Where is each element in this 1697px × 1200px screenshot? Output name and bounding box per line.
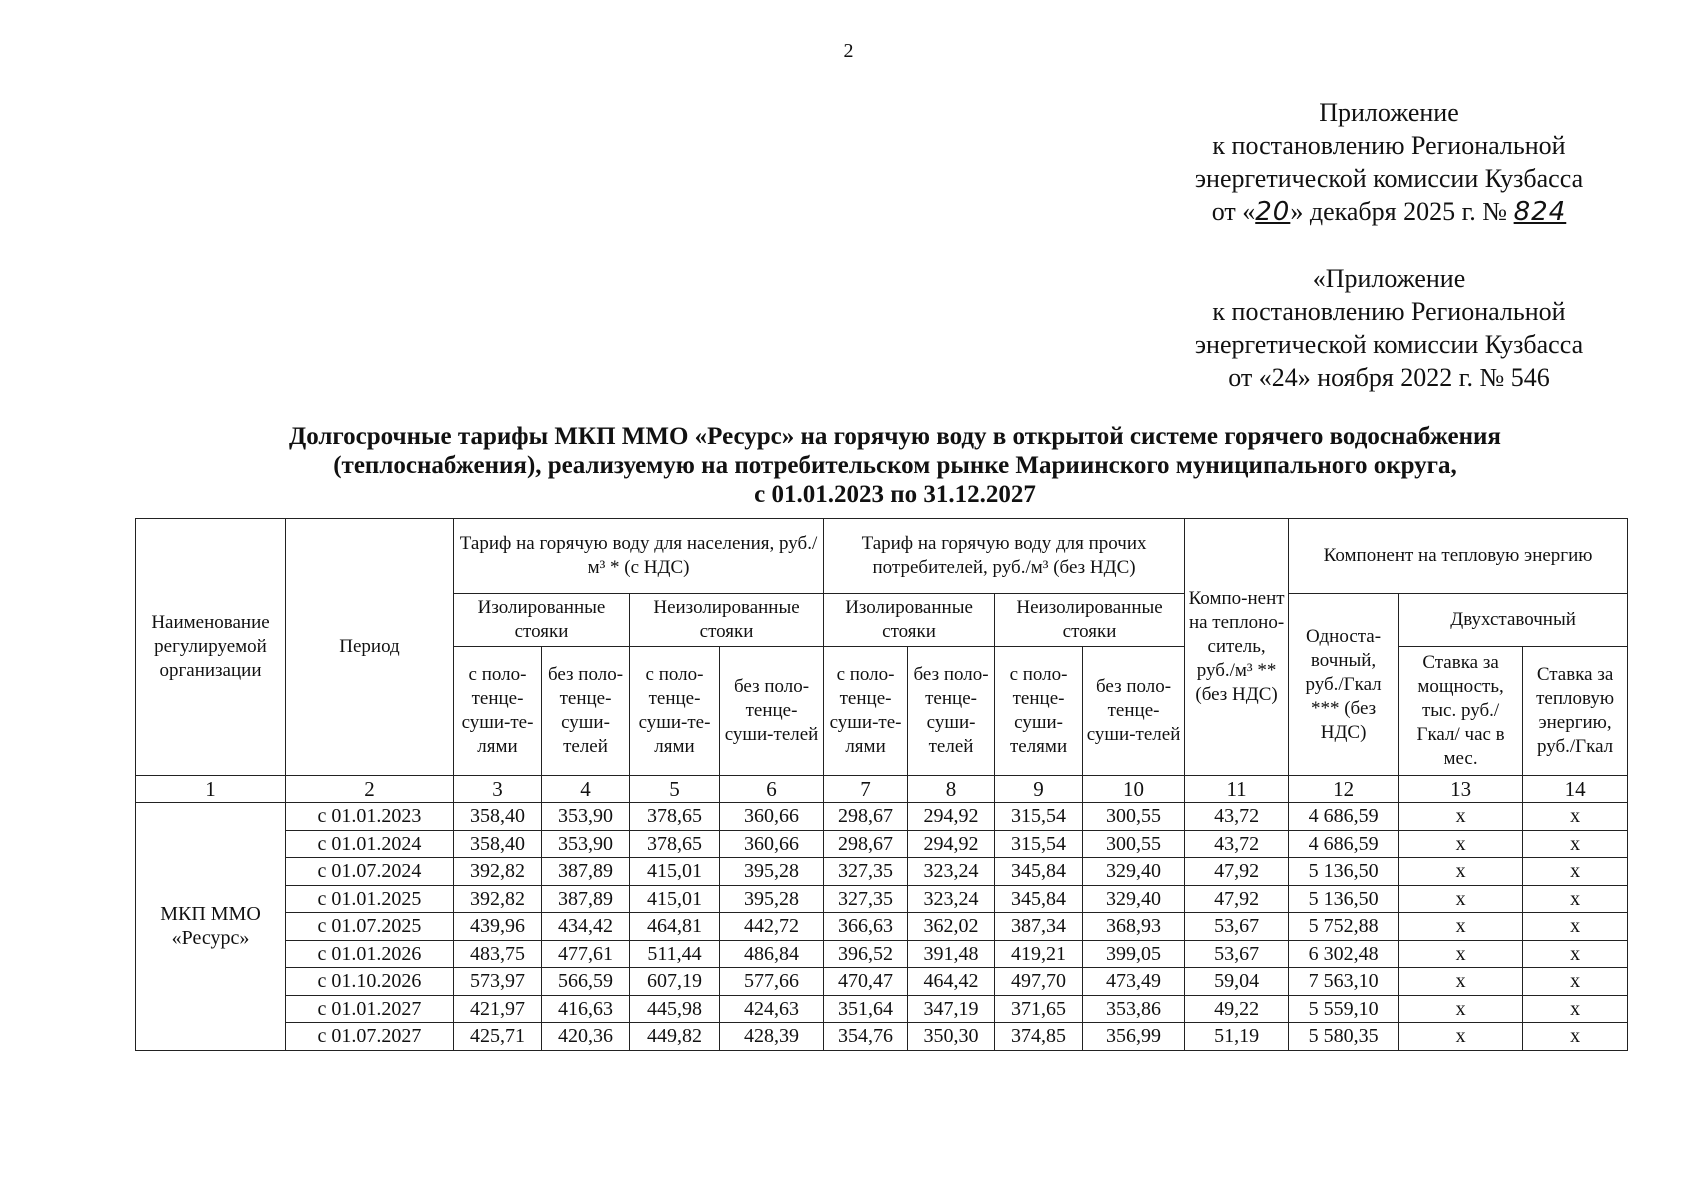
- column-number: 4: [542, 776, 630, 803]
- header-with-towel: с поло-тенце-суши-те-лями: [454, 647, 542, 776]
- value-cell: 47,92: [1185, 858, 1289, 886]
- tariff-table: [135, 518, 1628, 1051]
- page-number: 2: [843, 40, 854, 62]
- value-cell: 371,65: [995, 995, 1083, 1023]
- value-cell: х: [1399, 803, 1523, 831]
- value-cell: 428,39: [720, 1023, 824, 1051]
- header-two-rate: Двухставочный: [1399, 594, 1628, 647]
- value-cell: 424,63: [720, 995, 824, 1023]
- value-cell: 470,47: [824, 968, 908, 996]
- period-cell: с 01.01.2023: [286, 803, 454, 831]
- value-cell: 486,84: [720, 940, 824, 968]
- value-cell: 358,40: [454, 830, 542, 858]
- header-with-towel: с поло-тенце-суши-те-лями: [824, 647, 908, 776]
- period-cell: с 01.10.2026: [286, 968, 454, 996]
- value-cell: 607,19: [630, 968, 720, 996]
- header-single-rate: Односта-вочный, руб./Гкал *** (без НДС): [1289, 594, 1399, 776]
- value-cell: 5 559,10: [1289, 995, 1399, 1023]
- table-row: [136, 913, 1628, 941]
- value-cell: 473,49: [1083, 968, 1185, 996]
- value-cell: 4 686,59: [1289, 830, 1399, 858]
- value-cell: 573,97: [454, 968, 542, 996]
- value-cell: 378,65: [630, 830, 720, 858]
- value-cell: 360,66: [720, 830, 824, 858]
- column-number: 3: [454, 776, 542, 803]
- value-cell: 360,66: [720, 803, 824, 831]
- column-number: 12: [1289, 776, 1399, 803]
- value-cell: 442,72: [720, 913, 824, 941]
- value-cell: х: [1523, 940, 1628, 968]
- period-cell: с 01.01.2026: [286, 940, 454, 968]
- appendix-date-line: от «24» ноября 2022 г. № 546: [1228, 363, 1550, 392]
- table-row: [136, 968, 1628, 996]
- value-cell: 347,19: [908, 995, 995, 1023]
- value-cell: 419,21: [995, 940, 1083, 968]
- header-without-towel: без поло-тенце-суши-телей: [1083, 647, 1185, 776]
- appendix-current: [1169, 96, 1609, 229]
- value-cell: х: [1399, 830, 1523, 858]
- column-number: 6: [720, 776, 824, 803]
- value-cell: 351,64: [824, 995, 908, 1023]
- period-cell: с 01.01.2027: [286, 995, 454, 1023]
- value-cell: х: [1399, 968, 1523, 996]
- header-non-isolated: Неизолированные стояки: [630, 594, 824, 647]
- value-cell: х: [1399, 940, 1523, 968]
- table-row: [136, 803, 1628, 831]
- value-cell: 566,59: [542, 968, 630, 996]
- organization-name: МКП ММО «Ресурс»: [136, 803, 286, 1051]
- value-cell: 323,24: [908, 858, 995, 886]
- value-cell: х: [1523, 858, 1628, 886]
- value-cell: 368,93: [1083, 913, 1185, 941]
- value-cell: 395,28: [720, 858, 824, 886]
- value-cell: 350,30: [908, 1023, 995, 1051]
- value-cell: 6 302,48: [1289, 940, 1399, 968]
- value-cell: х: [1399, 858, 1523, 886]
- value-cell: 329,40: [1083, 858, 1185, 886]
- header-energy-rate: Ставка за тепловую энергию, руб./Гкал: [1523, 647, 1628, 776]
- title-line: (теплоснабжения), реализуемую на потребительском рынке Мариинского муниципального округа,: [333, 452, 1457, 479]
- header-population: Тариф на горячую воду для населения, руб./м³ * (с НДС): [454, 519, 824, 594]
- value-cell: 43,72: [1185, 830, 1289, 858]
- value-cell: 345,84: [995, 885, 1083, 913]
- value-cell: 421,97: [454, 995, 542, 1023]
- appendix-date-line: [1169, 195, 1609, 229]
- value-cell: 345,84: [995, 858, 1083, 886]
- value-cell: 353,90: [542, 803, 630, 831]
- value-cell: 315,54: [995, 803, 1083, 831]
- column-number: 13: [1399, 776, 1523, 803]
- table-row: [136, 940, 1628, 968]
- value-cell: 298,67: [824, 803, 908, 831]
- value-cell: 43,72: [1185, 803, 1289, 831]
- header-others: Тариф на горячую воду для прочих потребителей, руб./м³ (без НДС): [824, 519, 1185, 594]
- value-cell: 464,42: [908, 968, 995, 996]
- value-cell: 300,55: [1083, 803, 1185, 831]
- value-cell: 396,52: [824, 940, 908, 968]
- value-cell: 323,24: [908, 885, 995, 913]
- header-capacity-rate: Ставка за мощность, тыс. руб./ Гкал/ час в мес.: [1399, 647, 1523, 776]
- column-number: 11: [1185, 776, 1289, 803]
- value-cell: 464,81: [630, 913, 720, 941]
- header-isolated: Изолированные стояки: [824, 594, 995, 647]
- value-cell: 392,82: [454, 858, 542, 886]
- value-cell: 387,89: [542, 858, 630, 886]
- table-row: [136, 830, 1628, 858]
- value-cell: 395,28: [720, 885, 824, 913]
- value-cell: 47,92: [1185, 885, 1289, 913]
- column-number-row: [136, 776, 1628, 803]
- document-title: [130, 422, 1660, 509]
- column-number: 14: [1523, 776, 1628, 803]
- value-cell: х: [1399, 913, 1523, 941]
- value-cell: х: [1523, 885, 1628, 913]
- date-rest: » декабря 2025 г. №: [1290, 197, 1508, 226]
- value-cell: 378,65: [630, 803, 720, 831]
- date-prefix: от «: [1211, 197, 1256, 226]
- header-without-towel: без поло-тенце-суши-телей: [720, 647, 824, 776]
- value-cell: х: [1523, 995, 1628, 1023]
- value-cell: 5 580,35: [1289, 1023, 1399, 1051]
- header-org: Наименование регулируемой организации: [136, 519, 286, 776]
- value-cell: 439,96: [454, 913, 542, 941]
- header-non-isolated: Неизолированные стояки: [995, 594, 1185, 647]
- table-row: [136, 885, 1628, 913]
- value-cell: 511,44: [630, 940, 720, 968]
- header-carrier: Компо-нент на теплоно-ситель, руб./м³ ** (без НДС): [1185, 519, 1289, 776]
- value-cell: 362,02: [908, 913, 995, 941]
- value-cell: 449,82: [630, 1023, 720, 1051]
- period-cell: с 01.01.2025: [286, 885, 454, 913]
- value-cell: 577,66: [720, 968, 824, 996]
- value-cell: 327,35: [824, 885, 908, 913]
- value-cell: 353,90: [542, 830, 630, 858]
- value-cell: 294,92: [908, 830, 995, 858]
- header-isolated: Изолированные стояки: [454, 594, 630, 647]
- value-cell: 374,85: [995, 1023, 1083, 1051]
- value-cell: х: [1523, 1023, 1628, 1051]
- appendix-heading: «Приложение: [1312, 264, 1466, 293]
- column-number: 5: [630, 776, 720, 803]
- value-cell: 477,61: [542, 940, 630, 968]
- value-cell: 497,70: [995, 968, 1083, 996]
- appendix-line: к постановлению Региональной: [1212, 297, 1566, 326]
- title-line: с 01.01.2023 по 31.12.2027: [754, 481, 1036, 508]
- period-cell: с 01.01.2024: [286, 830, 454, 858]
- value-cell: 7 563,10: [1289, 968, 1399, 996]
- value-cell: 445,98: [630, 995, 720, 1023]
- value-cell: 354,76: [824, 1023, 908, 1051]
- value-cell: 5 136,50: [1289, 858, 1399, 886]
- period-cell: с 01.07.2025: [286, 913, 454, 941]
- title-line: Долгосрочные тарифы МКП ММО «Ресурс» на горячую воду в открытой системе горячего водоснабжения: [289, 423, 1501, 450]
- value-cell: 425,71: [454, 1023, 542, 1051]
- value-cell: 358,40: [454, 803, 542, 831]
- value-cell: 415,01: [630, 885, 720, 913]
- header-heat: Компонент на тепловую энергию: [1289, 519, 1628, 594]
- column-number: 7: [824, 776, 908, 803]
- value-cell: 420,36: [542, 1023, 630, 1051]
- value-cell: 51,19: [1185, 1023, 1289, 1051]
- value-cell: 5 136,50: [1289, 885, 1399, 913]
- value-cell: х: [1399, 1023, 1523, 1051]
- value-cell: 294,92: [908, 803, 995, 831]
- value-cell: 416,63: [542, 995, 630, 1023]
- value-cell: 327,35: [824, 858, 908, 886]
- value-cell: 49,22: [1185, 995, 1289, 1023]
- column-number: 9: [995, 776, 1083, 803]
- value-cell: х: [1399, 885, 1523, 913]
- value-cell: 59,04: [1185, 968, 1289, 996]
- column-number: 8: [908, 776, 995, 803]
- value-cell: 483,75: [454, 940, 542, 968]
- appendix-line: энергетической комиссии Кузбасса: [1194, 164, 1584, 193]
- value-cell: 300,55: [1083, 830, 1185, 858]
- header-without-towel: без поло-тенце-суши-телей: [542, 647, 630, 776]
- value-cell: 366,63: [824, 913, 908, 941]
- period-cell: с 01.07.2027: [286, 1023, 454, 1051]
- table-row: [136, 995, 1628, 1023]
- value-cell: 53,67: [1185, 940, 1289, 968]
- period-cell: с 01.07.2024: [286, 858, 454, 886]
- appendix-original: [1169, 262, 1609, 394]
- header-with-towel: с поло-тенце-суши-те-лями: [630, 647, 720, 776]
- header-without-towel: без поло-тенце-суши-телей: [908, 647, 995, 776]
- table-row: [136, 1023, 1628, 1051]
- value-cell: 329,40: [1083, 885, 1185, 913]
- value-cell: 415,01: [630, 858, 720, 886]
- appendix-heading: Приложение: [1319, 98, 1459, 127]
- header-with-towel: с поло-тенце-суши-телями: [995, 647, 1083, 776]
- value-cell: 391,48: [908, 940, 995, 968]
- value-cell: 392,82: [454, 885, 542, 913]
- value-cell: 4 686,59: [1289, 803, 1399, 831]
- table-row: [136, 858, 1628, 886]
- value-cell: х: [1523, 968, 1628, 996]
- header-period: Период: [286, 519, 454, 776]
- column-number: 1: [136, 776, 286, 803]
- value-cell: 356,99: [1083, 1023, 1185, 1051]
- value-cell: 353,86: [1083, 995, 1185, 1023]
- value-cell: 298,67: [824, 830, 908, 858]
- value-cell: х: [1399, 995, 1523, 1023]
- value-cell: 53,67: [1185, 913, 1289, 941]
- value-cell: 315,54: [995, 830, 1083, 858]
- value-cell: х: [1523, 803, 1628, 831]
- value-cell: 434,42: [542, 913, 630, 941]
- value-cell: 399,05: [1083, 940, 1185, 968]
- column-number: 10: [1083, 776, 1185, 803]
- value-cell: 387,89: [542, 885, 630, 913]
- value-cell: 5 752,88: [1289, 913, 1399, 941]
- handwritten-number: 824: [1513, 197, 1567, 227]
- handwritten-day: 20: [1255, 197, 1291, 227]
- column-number: 2: [286, 776, 454, 803]
- value-cell: х: [1523, 830, 1628, 858]
- value-cell: 387,34: [995, 913, 1083, 941]
- appendix-line: энергетической комиссии Кузбасса: [1194, 330, 1584, 359]
- appendix-line: к постановлению Региональной: [1212, 131, 1566, 160]
- value-cell: х: [1523, 913, 1628, 941]
